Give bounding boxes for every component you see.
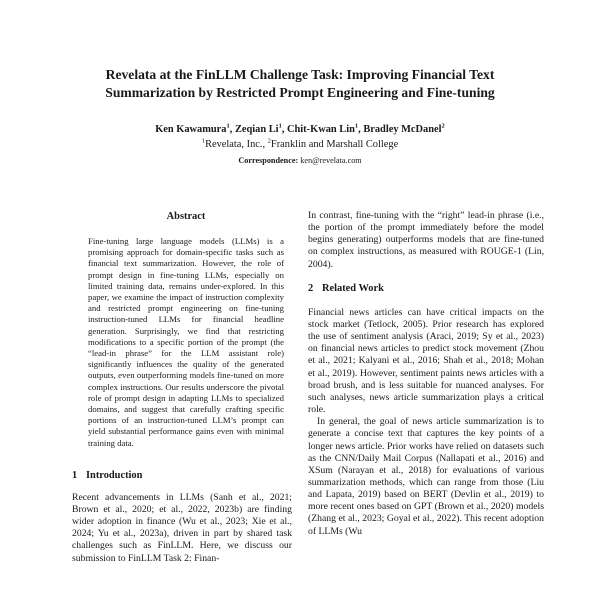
abstract-heading: Abstract [166, 211, 206, 222]
right-column [308, 210, 544, 538]
author-separator: , [229, 124, 235, 135]
affiliation-1: Revelata, Inc., [205, 139, 268, 150]
author-name: Bradley McDanel [363, 124, 442, 135]
section-number: 2 [308, 282, 314, 294]
title-line-2: Summarization by Restricted Prompt Engineering and Fine-tuning [105, 85, 495, 100]
author-separator: , [281, 124, 288, 135]
related-paragraph-2: In general, the goal of news article summarization is to generate a concise text that captures the key points of a longer news article. Prior works have relied on datasets such as the CNN/Daily Mail Corpus (Nallapati et al., 2016) and XSum (Narayan et al., 2018) for evaluations of various summarization methods, which can range from those (Liu and Lapata, 2019) based on BERT (Devlin et al., 2019) to more recent ones based on GPT (Brown et al., 2020) models (Zhang et al., 2023; Goyal et al., 2022). This recent adoption of LLMs (Wu [308, 416, 544, 537]
author-affiliation-mark: 1 [354, 122, 359, 130]
author-name: Ken Kawamura [155, 124, 227, 135]
correspondence-label: Correspondence: [238, 156, 299, 165]
author-affiliation-mark: 1 [226, 122, 230, 130]
author-name: Zeqian Li [234, 124, 279, 135]
affiliation-mark: 1 [201, 137, 206, 145]
related-paragraph-1: Financial news articles can have critical impacts on the stock market (Tetlock, 2005). Prior research has explored the use of sentiment analysis (Araci, 2019; Sy et al., 2023) on financial news articles to predict stock movement (Zhou et al., 2021; Kalyani et al., 2016; Shah et al., 2018; Mohan et al., 2019). However, sentiment paints news articles with a broad brush, and is less suitable for nuanced analyses. For such analyses, news article summarization plays a critical role. [308, 306, 544, 416]
paper-title [40, 66, 560, 102]
author-name: Chit-Kwan Lin [287, 124, 355, 135]
section-number: 1 [72, 469, 78, 481]
continued-paragraph: In contrast, fine-tuning with the “right” lead-in phrase (i.e., the portion of the prompt immediately before the model begins generating) outperforms models that are fine-tuned on complex instructions, as measured with ROUGE-1 (Lin, 2004). [308, 210, 544, 270]
affiliation-mark: 2 [267, 137, 271, 145]
author-separator: , [358, 124, 364, 135]
author-affiliation-mark: 1 [278, 122, 282, 130]
section-title: Introduction [86, 469, 143, 481]
affiliations [40, 138, 560, 151]
author-affiliation-mark: 2 [441, 122, 445, 130]
intro-paragraph: Recent advancements in LLMs (Sanh et al., 2021; Brown et al., 2020; et al., 2022, 2023b) are finding wider adoption in finance (Wu et al., 2023; Xie et al., 2024; Yu et al., 2023a), driven in part by shared task challenges such as FinLLM. Here, we discuss our submission to FinLLM Task 2: Finan- [72, 491, 292, 564]
correspondence [40, 156, 560, 166]
author-list [40, 123, 560, 136]
left-column [72, 210, 292, 565]
intro-heading [72, 469, 292, 482]
title-line-1: Revelata at the FinLLM Challenge Task: Improving Financial Text [105, 67, 495, 82]
affiliation-2: Franklin and Marshall College [270, 139, 399, 150]
correspondence-email: ken@revelata.com [298, 156, 362, 165]
section-title: Related Work [322, 282, 384, 294]
related-work-heading [308, 282, 544, 295]
abstract-text: Fine-tuning large language models (LLMs) is a promising approach for domain-specific tasks such as financial text summarization. However, the role of prompt design in fine-tuning LLMs, especially on limited training data, remains under-explored. In this paper, we examine the impact of instruction complexity and restricted prompt engineering on fine-tuning instruction-tuned LLMs for financial headline generation. Surprisingly, we find that restricting modifications to a specific portion of the prompt (the “lead-in phrase” for the LLM assistant role) significantly influences the quality of the generated outputs, even outperforming models fine-tuned on more complex instructions. Our results underscore the pivotal role of prompt design in adapting LLMs to specialized domains, and suggest that carefully crafting specific portions of an instruction-tuned LLM’s prompt can yield substantial performance gains even with minimal training data. [88, 236, 284, 448]
